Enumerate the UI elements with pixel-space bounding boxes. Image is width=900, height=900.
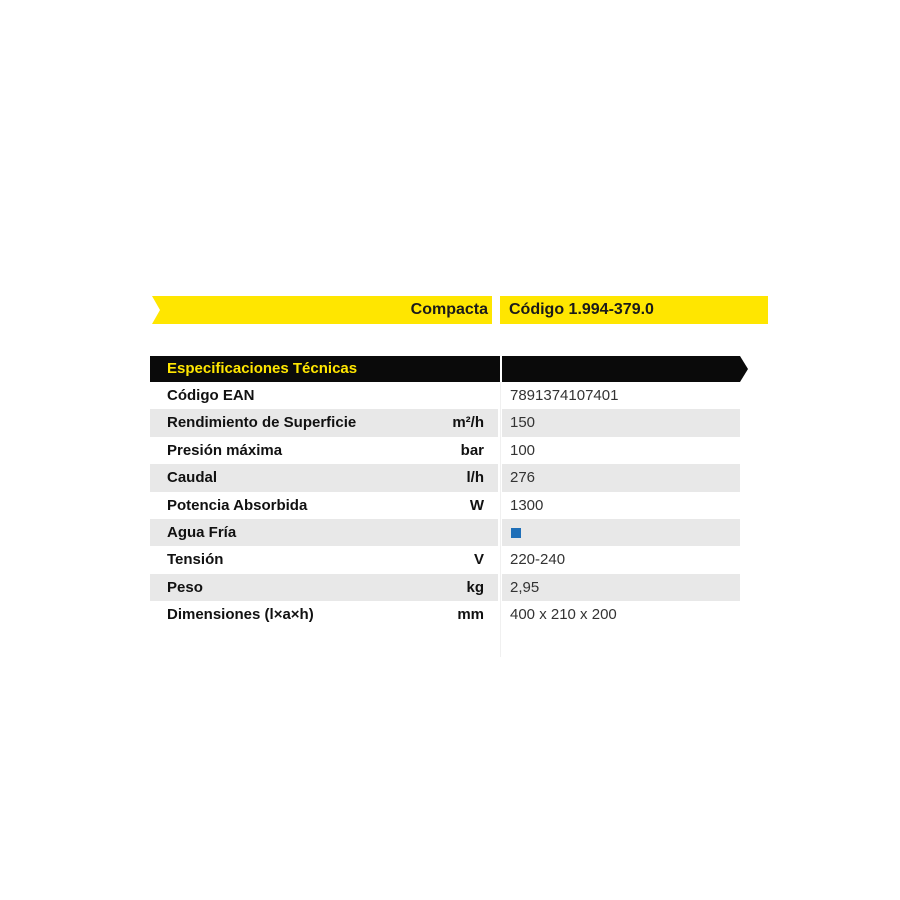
- spec-table: [150, 382, 740, 629]
- spec-row-presion: [150, 437, 740, 464]
- model-name: Compacta: [410, 301, 488, 318]
- spec-label-cell: [150, 437, 498, 464]
- spec-unit: bar: [460, 441, 484, 459]
- spec-label: Peso: [167, 578, 203, 596]
- spec-unit: W: [469, 496, 484, 514]
- spec-label: Agua Fría: [167, 523, 237, 541]
- spec-title: Especificaciones Técnicas: [167, 360, 358, 377]
- spec-value-cell: [502, 464, 740, 491]
- spec-row-caudal: [150, 464, 740, 491]
- spec-unit: V: [473, 551, 484, 569]
- spec-value: 1300: [510, 496, 544, 514]
- spec-unit: l/h: [466, 469, 484, 487]
- spec-value: 276: [510, 469, 536, 487]
- spec-row-peso: [150, 574, 740, 601]
- spec-label-cell: [150, 409, 498, 436]
- spec-value: 400 x 210 x 200: [510, 606, 617, 624]
- spec-value-cell: [502, 546, 740, 573]
- spec-value: 2,95: [510, 578, 540, 596]
- spec-label-cell: [150, 519, 498, 546]
- spec-label-cell: [150, 601, 498, 628]
- spec-row-agua-fria: [150, 519, 740, 546]
- blue-square-icon: [511, 528, 521, 538]
- spec-label-cell: [150, 546, 498, 573]
- spec-value: 100: [510, 441, 536, 459]
- spec-label-cell: [150, 464, 498, 491]
- spec-label-cell: [150, 492, 498, 519]
- spec-value: 220-240: [510, 551, 566, 569]
- spec-row-potencia: [150, 492, 740, 519]
- spec-unit: mm: [457, 606, 484, 624]
- spec-unit: kg: [466, 578, 484, 596]
- spec-row-rendimiento: [150, 409, 740, 436]
- spec-label-cell: [150, 574, 498, 601]
- spec-label: Caudal: [167, 469, 218, 487]
- spec-label: Código EAN: [167, 387, 255, 404]
- spec-label-cell: [150, 382, 498, 409]
- product-code: Código 1.994-379.0: [509, 301, 654, 318]
- spec-label: Dimensiones (l×a×h): [167, 606, 314, 624]
- spec-value-cell: [502, 601, 740, 628]
- spec-row-dimensiones: [150, 601, 740, 628]
- spec-label: Tensión: [167, 551, 224, 569]
- spec-value-cell: [502, 409, 740, 436]
- spec-label: Presión máxima: [167, 441, 283, 459]
- spec-value: 150: [510, 414, 536, 432]
- spec-value-cell: [502, 574, 740, 601]
- spec-value-cell: [502, 519, 740, 546]
- spec-label: Rendimiento de Superficie: [167, 414, 357, 432]
- spec-value-cell: [502, 492, 740, 519]
- spec-label: Potencia Absorbida: [167, 496, 308, 514]
- spec-value: 7891374107401: [510, 387, 619, 404]
- spec-value-cell: [502, 437, 740, 464]
- spec-value-cell: [502, 382, 740, 409]
- spec-row-ean: [150, 382, 740, 409]
- spec-unit: m²/h: [452, 414, 484, 432]
- spec-row-tension: [150, 546, 740, 573]
